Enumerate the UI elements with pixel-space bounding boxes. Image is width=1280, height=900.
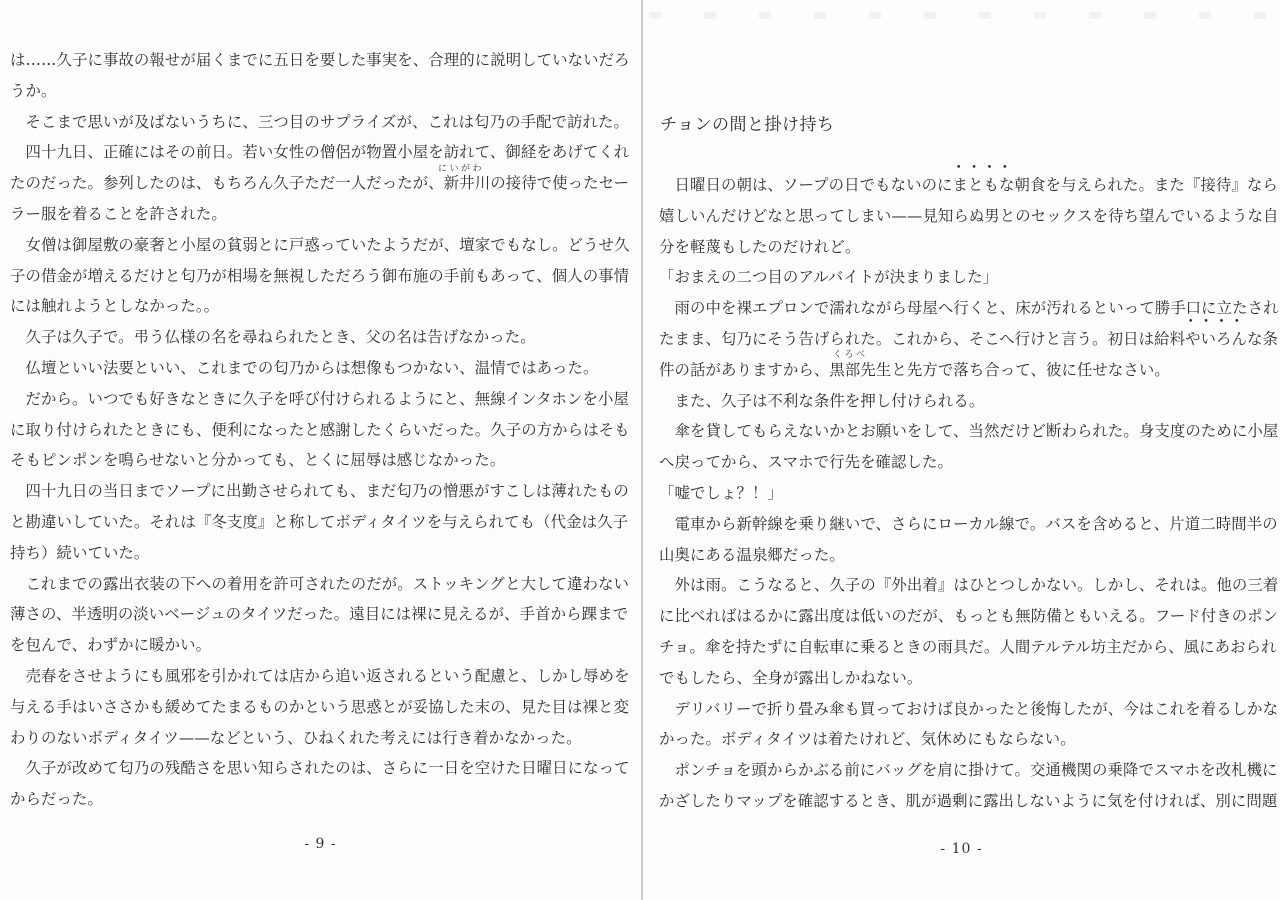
page-number-right: - 10 - — [940, 841, 983, 857]
text-line: は……久子に事故の報せが届くまでに五日を要した事実を、合理的に説明していないだろ — [10, 51, 630, 69]
text-line: デリバリーで折り畳み傘も買っておけば良かったと後悔したが、今はこれを着るしかな — [659, 699, 1279, 718]
text-line: 件の話がありますから、黒部先生と先方で落ち合って、彼に任せなさい。 — [659, 360, 1170, 379]
text-line: ポンチョを頭からかぶる前にバッグを肩に掛けて。交通機関の乗降でスマホを改札機に — [659, 761, 1278, 780]
text-line: 女僧は御屋敷の豪奢と小屋の貧弱とに戸惑っていたようだが、壇家でもなし。どうせ久 — [10, 235, 630, 254]
text-line: 「おまえの二つ目のアルバイトが決まりました」 — [659, 268, 999, 287]
text-line: に比べればはるかに露出度は低いのだが、もっとも無防備ともいえる。フード付きのポン — [659, 607, 1279, 626]
text-line: 持ち）続いていた。 — [10, 543, 150, 562]
text-line: だから。いつでも好きなときに久子を呼び付けられるようにと、無線インタホンを小屋 — [10, 389, 630, 408]
page-right-body — [659, 170, 1280, 817]
emphasis-dots: ・・・・ — [951, 158, 1013, 176]
text-line: 四十九日、正確にはその前日。若い女性の僧侶が物置小屋を訪れて、御経をあげてくれ — [10, 143, 630, 162]
text-line: 仏壇といい法要といい、これまでの匂乃からは想像もつかない、温情ではあった。 — [10, 358, 599, 377]
text-line: そもピンポンを鳴らせないと分かっても、とくに屈辱は感じなかった。 — [10, 451, 506, 470]
text-line: チョ。傘を持たずに自転車に乗るときの雨具だ。人間テルテル坊主だから、風にあおられ — [659, 637, 1277, 656]
text-line: と勘違いしていた。それは『冬支度』と称してボディタイツを与えられても（代金は久子 — [10, 512, 629, 531]
text-line: うか。 — [10, 81, 57, 100]
text-line: 久子が改めて匂乃の残酷さを思い知らされたのは、さらに一日を空けた日曜日になって — [10, 759, 630, 778]
text-line: 久子は久子で。弔う仏様の名を尋ねられたとき、父の名は告げなかった。 — [10, 328, 536, 347]
text-line: かざしたりマップを確認するとき、肌が過剰に露出しないように気を付ければ、別に問題 — [659, 791, 1278, 810]
text-line: 雨の中を裸エプロンで濡れながら母屋へ行くと、床が汚れるといって勝手口に立たされ — [659, 299, 1279, 318]
text-line: 与える手はいささかも緩めてたまるものかという思惑とが妥協した末の、見た目は裸と変 — [10, 697, 630, 716]
emphasis-dots: ・・・・ — [1183, 312, 1245, 330]
text-line: 四十九日の当日までソープに出勤させられても、まだ匂乃の憎悪がすこしは薄れたもの — [10, 482, 629, 501]
text-line: 分を軽蔑もしたのだけれど。 — [659, 237, 861, 256]
text-line: 売春をさせようにも風邪を引かれては店から追い返されるという配慮と、しかし辱めを — [10, 666, 630, 685]
text-line: 外は雨。こうなると、久子の『外出着』はひとつしかない。しかし、それは。他の三着 — [659, 576, 1279, 595]
text-line: を包んで、わずかに暖かい。 — [10, 636, 212, 655]
text-line: には触れようとしなかった。。 — [10, 297, 220, 316]
text-line: 嬉しいんだけどなと思ってしまい——見知らぬ男とのセックスを待ち望んでいるような自 — [659, 206, 1279, 225]
text-line: 「嘘でしょ？！」 — [659, 483, 783, 502]
text-line: かった。ボディタイツは着たけれど、気休めにもならない。 — [659, 730, 1076, 749]
page-number-left: - 9 - — [304, 836, 337, 852]
text-line: からだった。 — [10, 790, 103, 809]
text-line: 電車から新幹線を乗り継いで、さらにローカル線で。バスを含めると、片道二時間半の — [659, 514, 1278, 533]
section-heading: チョンの間と掛け持ち — [660, 115, 835, 135]
text-line: わりのないボディタイツ——などという、ひねくれた考えには行き着かなかった。 — [10, 728, 582, 747]
ruby-annotation-niigawa: にいがわ — [438, 164, 485, 174]
text-line: また、久子は不利な条件を押し付けられる。 — [659, 391, 985, 410]
ruby-annotation-kurobe: くろべ — [833, 350, 868, 360]
text-line: 子の借金が増えるだけと匂乃が相場を無視しただろう御布施の手前もあって、個人の事情 — [10, 266, 630, 285]
ghost-text-artifact — [649, 12, 1268, 19]
text-line: 日曜日の朝は、ソープの日でもないのにまともな朝食を与えられた。また『接待』なら — [659, 176, 1278, 194]
page-right — [643, 0, 1280, 900]
text-line: に取り付けられたときにも、便利になったと感謝したくらいだった。久子の方からはそも — [10, 420, 630, 439]
text-line: ラー服を着ることを許された。 — [10, 204, 227, 223]
text-line: 傘を貸してもらえないかとお願いをして、当然だけど断わられた。身支度のために小屋 — [659, 422, 1279, 441]
text-line: 山奥にある温泉郷だった。 — [659, 545, 845, 564]
text-line: たまま、匂乃にそう告げられた。これから、そこへ行けと言う。初日は給料やいろんな条 — [659, 329, 1279, 348]
text-line: これまでの露出衣装の下への着用を許可されたのだが。ストッキングと大して違わない — [10, 574, 630, 593]
text-line: へ戻ってから、スマホで行先を確認した。 — [659, 453, 954, 472]
text-line: でもしたら、全身が露出しかねない。 — [659, 668, 923, 687]
text-line: たのだった。参列したのは、もちろん久子ただ一人だったが、新井川の接待で使ったセー — [10, 174, 630, 193]
text-line: そこまで思いが及ばないうちに、三つ目のサプライズが、これは匂乃の手配で訪れた。 — [10, 112, 630, 131]
text-line: 薄さの、半透明の淡いベージュのタイツだった。遠目には裸に見えるが、手首から踝まで — [10, 605, 629, 624]
page-left-body — [10, 45, 641, 815]
